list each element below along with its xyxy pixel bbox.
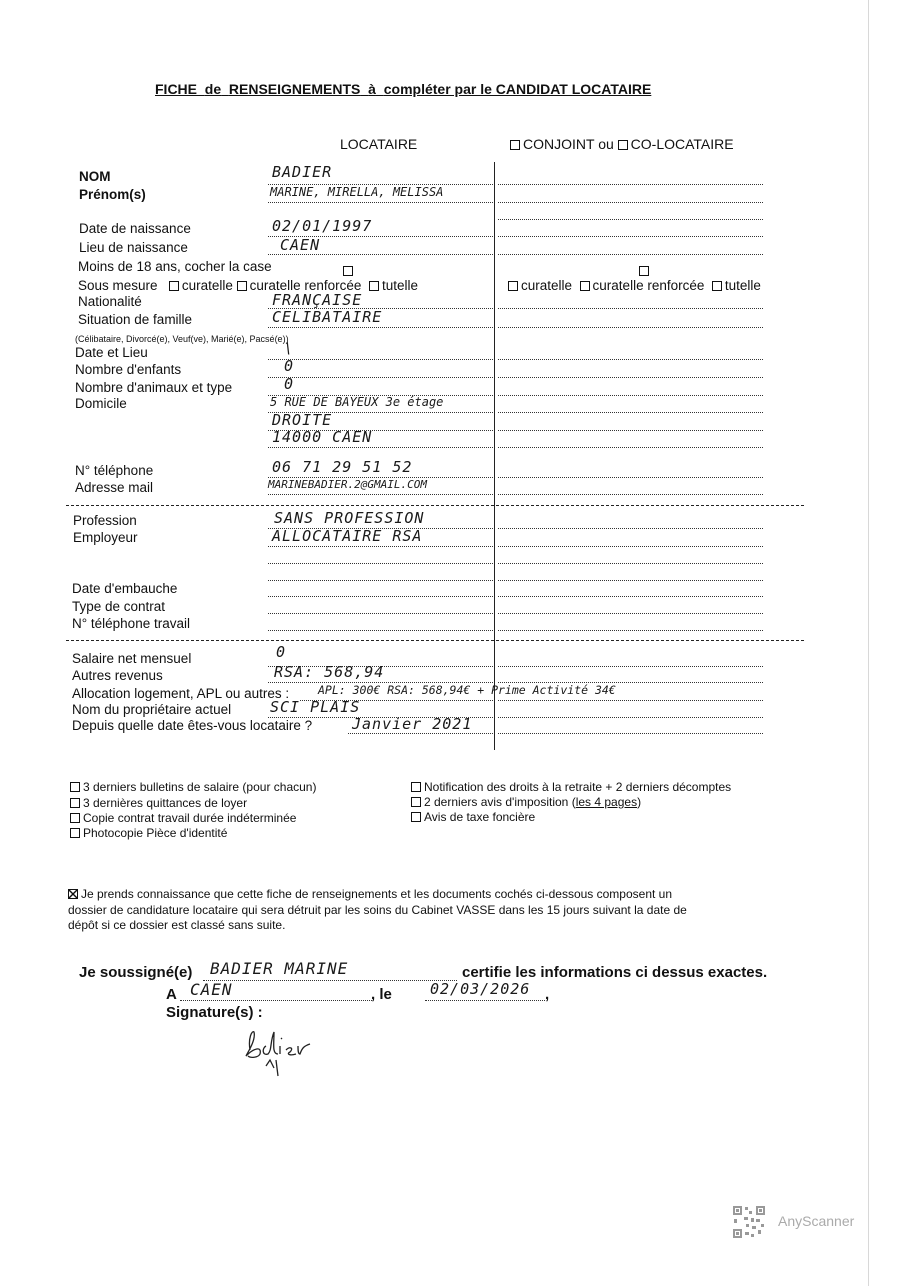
- line-salaire-right: [498, 666, 763, 667]
- line-prenoms-right: [498, 202, 763, 203]
- label-prenoms: Prénom(s): [79, 187, 146, 202]
- doc-left-1: 3 derniers bulletins de salaire (pour chacun): [70, 780, 316, 794]
- page-title: FICHE de RENSEIGNEMENTS à compléter par le CANDIDAT LOCATAIRE: [155, 81, 652, 97]
- doc-left-4: Photocopie Pièce d'identité: [70, 826, 227, 840]
- value-prenoms: MARINE, MIRELLA, MELISSA: [270, 185, 444, 199]
- value-lieu-naissance: CAEN: [280, 236, 321, 254]
- value-profession: SANS PROFESSION: [274, 509, 425, 527]
- value-date-lieu: \: [284, 339, 295, 357]
- signature-image: [240, 1020, 330, 1080]
- conjoint-checkbox[interactable]: [510, 140, 520, 150]
- line-employeur2-left: [268, 563, 493, 564]
- label-profession: Profession: [73, 513, 137, 528]
- label-sous-mesure: Sous mesure curatelle curatelle renforcée tutelle: [78, 278, 418, 293]
- scan-edge: [868, 0, 869, 1286]
- label-nom: NOM: [79, 169, 111, 184]
- line-employeur2-right: [498, 563, 763, 564]
- line-nom-right: [498, 184, 763, 185]
- line-domicile3-right: [498, 447, 763, 448]
- ack-line-3: dépôt si ce dossier est classé sans suite.: [68, 918, 286, 932]
- value-nationalite: FRANÇAISE: [272, 291, 363, 309]
- doc-checkbox[interactable]: [70, 782, 80, 792]
- value-domicile-line2: DROITE: [272, 411, 333, 429]
- label-employeur: Employeur: [73, 530, 138, 545]
- doc-right-1: Notification des droits à la retraite + 2 derniers décomptes: [411, 780, 731, 794]
- doc-checkbox[interactable]: [70, 813, 80, 823]
- ack-line-2: dossier de candidature locataire qui sera détruit par les soins du Cabinet VASSE dans les 15 jours suivant la date de: [68, 903, 687, 917]
- line-embauche-left: [268, 596, 493, 597]
- value-telephone: 06 71 29 51 52: [272, 458, 413, 476]
- line-depuis-left: [348, 733, 493, 734]
- line-mail-right: [498, 494, 763, 495]
- curatelle-checkbox-right[interactable]: [508, 281, 518, 291]
- label-autres-revenus: Autres revenus: [72, 668, 163, 683]
- label-lieu-naissance: Lieu de naissance: [79, 240, 188, 255]
- line-lieu-naissance-right: [498, 254, 763, 255]
- value-allocation: APL: 300€ RSA: 568,94€ + Prime Activité 34€: [318, 683, 616, 697]
- ack-line-1: Je prends connaissance que cette fiche de renseignements et les documents cochés ci-dessous composent un: [68, 887, 672, 901]
- label-depuis: Depuis quelle date êtes-vous locataire ?: [72, 718, 313, 733]
- situation-hint: (Célibataire, Divorcé(e), Veuf(ve), Marié(e), Pacsé(e)): [75, 334, 289, 344]
- label-situation-famille: Situation de famille: [78, 312, 193, 327]
- doc-right-2: 2 derniers avis d'imposition (les 4 pages): [411, 795, 641, 809]
- label-domicile: Domicile: [75, 396, 127, 411]
- label-nombre-animaux: Nombre d'animaux et type: [75, 380, 233, 395]
- label-tel-travail: N° téléphone travail: [72, 616, 190, 631]
- le-label: , le: [371, 986, 392, 1003]
- value-a: CAEN: [190, 980, 233, 999]
- value-depuis: Janvier 2021: [352, 715, 473, 733]
- tutelle-checkbox-right[interactable]: [712, 281, 722, 291]
- line-lieu-naissance-left: [268, 254, 493, 255]
- line-employeur-right: [498, 546, 763, 547]
- doc-checkbox[interactable]: [70, 828, 80, 838]
- value-adresse-mail: MARINEBADIER.2@GMAIL.COM: [268, 478, 427, 491]
- line-telephone-right: [498, 477, 763, 478]
- label-adresse-mail: Adresse mail: [75, 480, 154, 495]
- line-tel-travail-right: [498, 630, 763, 631]
- line-allocation-right: [498, 700, 763, 701]
- line-situation-right: [498, 327, 763, 328]
- value-nom: BADIER: [272, 163, 333, 181]
- je-soussigne-label: Je soussigné(e): [79, 964, 193, 981]
- line-mail-left: [268, 494, 493, 495]
- label-date-embauche: Date d'embauche: [72, 581, 178, 596]
- line-contrat-left: [268, 613, 493, 614]
- line-depuis-right: [498, 733, 763, 734]
- label-type-contrat: Type de contrat: [72, 599, 166, 614]
- line-enfants-left: [268, 377, 493, 378]
- line-le: [425, 1000, 545, 1001]
- qr-code-icon: [732, 1205, 766, 1239]
- label-telephone: N° téléphone: [75, 463, 154, 478]
- label-nationalite: Nationalité: [78, 294, 142, 309]
- curatelle-checkbox-left[interactable]: [169, 281, 179, 291]
- column-conjoint: CONJOINT ou CO-LOCATAIRE: [510, 136, 734, 152]
- line-date-lieu-right: [498, 359, 763, 360]
- line-date-naissance-right: [498, 236, 763, 237]
- separator-employment: [66, 640, 804, 641]
- line-profession-right: [498, 528, 763, 529]
- line-employeur3-right: [498, 580, 763, 581]
- column-locataire: LOCATAIRE: [340, 136, 418, 152]
- label-proprietaire: Nom du propriétaire actuel: [72, 702, 232, 717]
- doc-checkbox[interactable]: [70, 798, 80, 808]
- label-moins-18: Moins de 18 ans, cocher la case: [78, 259, 272, 274]
- signature-label: Signature(s) :: [166, 1004, 263, 1021]
- label-allocation: Allocation logement, APL ou autres :: [72, 686, 290, 701]
- line-nationalite-right: [498, 308, 763, 309]
- line-contrat-right: [498, 613, 763, 614]
- line-date-lieu-left: [268, 359, 493, 360]
- tutelle-checkbox-left[interactable]: [369, 281, 379, 291]
- label-nombre-enfants: Nombre d'enfants: [75, 362, 182, 377]
- value-domicile-line1: 5 RUE DE BAYEUX 3e étage: [270, 395, 444, 409]
- line-tel-travail-left: [268, 630, 493, 631]
- value-date-naissance: 02/01/1997: [272, 217, 373, 235]
- check-cross-icon: [69, 890, 77, 898]
- line-employeur3-left: [268, 580, 493, 581]
- line-domicile2-right: [498, 430, 763, 431]
- line-employeur-left: [268, 546, 493, 547]
- value-soussigne: BADIER MARINE: [210, 959, 349, 978]
- line-soussigne: [203, 980, 457, 981]
- doc-checkbox[interactable]: [411, 797, 421, 807]
- value-situation-famille: CELIBATAIRE: [272, 308, 383, 326]
- value-le: 02/03/2026: [430, 980, 531, 998]
- value-employeur: ALLOCATAIRE RSA: [272, 527, 423, 545]
- doc-checkbox[interactable]: [411, 782, 421, 792]
- doc-left-3: Copie contrat travail durée indéterminée: [70, 811, 296, 825]
- line-enfants-right: [498, 377, 763, 378]
- separator-identity: [66, 505, 804, 506]
- line-embauche-right: [498, 596, 763, 597]
- doc-left-2: 3 dernières quittances de loyer: [70, 796, 247, 810]
- certifie-label: certifie les informations ci dessus exactes.: [462, 964, 768, 981]
- value-salaire: 0: [276, 643, 287, 661]
- a-label: A: [166, 986, 177, 1003]
- ack-checkbox[interactable]: [68, 889, 78, 899]
- watermark-text: AnyScanner: [778, 1213, 855, 1229]
- label-salaire: Salaire net mensuel: [72, 651, 192, 666]
- line-prenoms-left: [268, 202, 493, 203]
- curatelle-renforcee-checkbox-left[interactable]: [237, 281, 247, 291]
- le-comma: ,: [545, 986, 550, 1003]
- line-proprietaire-right: [498, 717, 763, 718]
- line-a: [180, 1000, 372, 1001]
- line-domicile1-right: [498, 412, 763, 413]
- line-animaux-right: [498, 395, 763, 396]
- column-divider: [494, 162, 495, 750]
- value-proprietaire: SCI PLAIS: [270, 698, 361, 716]
- value-domicile-line3: 14000 CAEN: [272, 428, 373, 446]
- colocataire-checkbox[interactable]: [618, 140, 628, 150]
- line-domicile3-left: [268, 447, 493, 448]
- sous-mesure-right: curatelle curatelle renforcée tutelle: [508, 278, 761, 293]
- value-autres-revenus: RSA: 568,94: [274, 663, 385, 681]
- doc-right-3: Avis de taxe foncière: [411, 810, 535, 824]
- value-nombre-enfants: 0: [284, 357, 295, 375]
- line-extra-right: [498, 219, 763, 220]
- doc-checkbox[interactable]: [411, 812, 421, 822]
- value-nombre-animaux: 0: [284, 375, 295, 393]
- curatelle-renforcee-checkbox-right[interactable]: [580, 281, 590, 291]
- label-date-lieu: Date et Lieu: [75, 345, 148, 360]
- line-situation-left: [268, 327, 493, 328]
- label-date-naissance: Date de naissance: [79, 221, 191, 236]
